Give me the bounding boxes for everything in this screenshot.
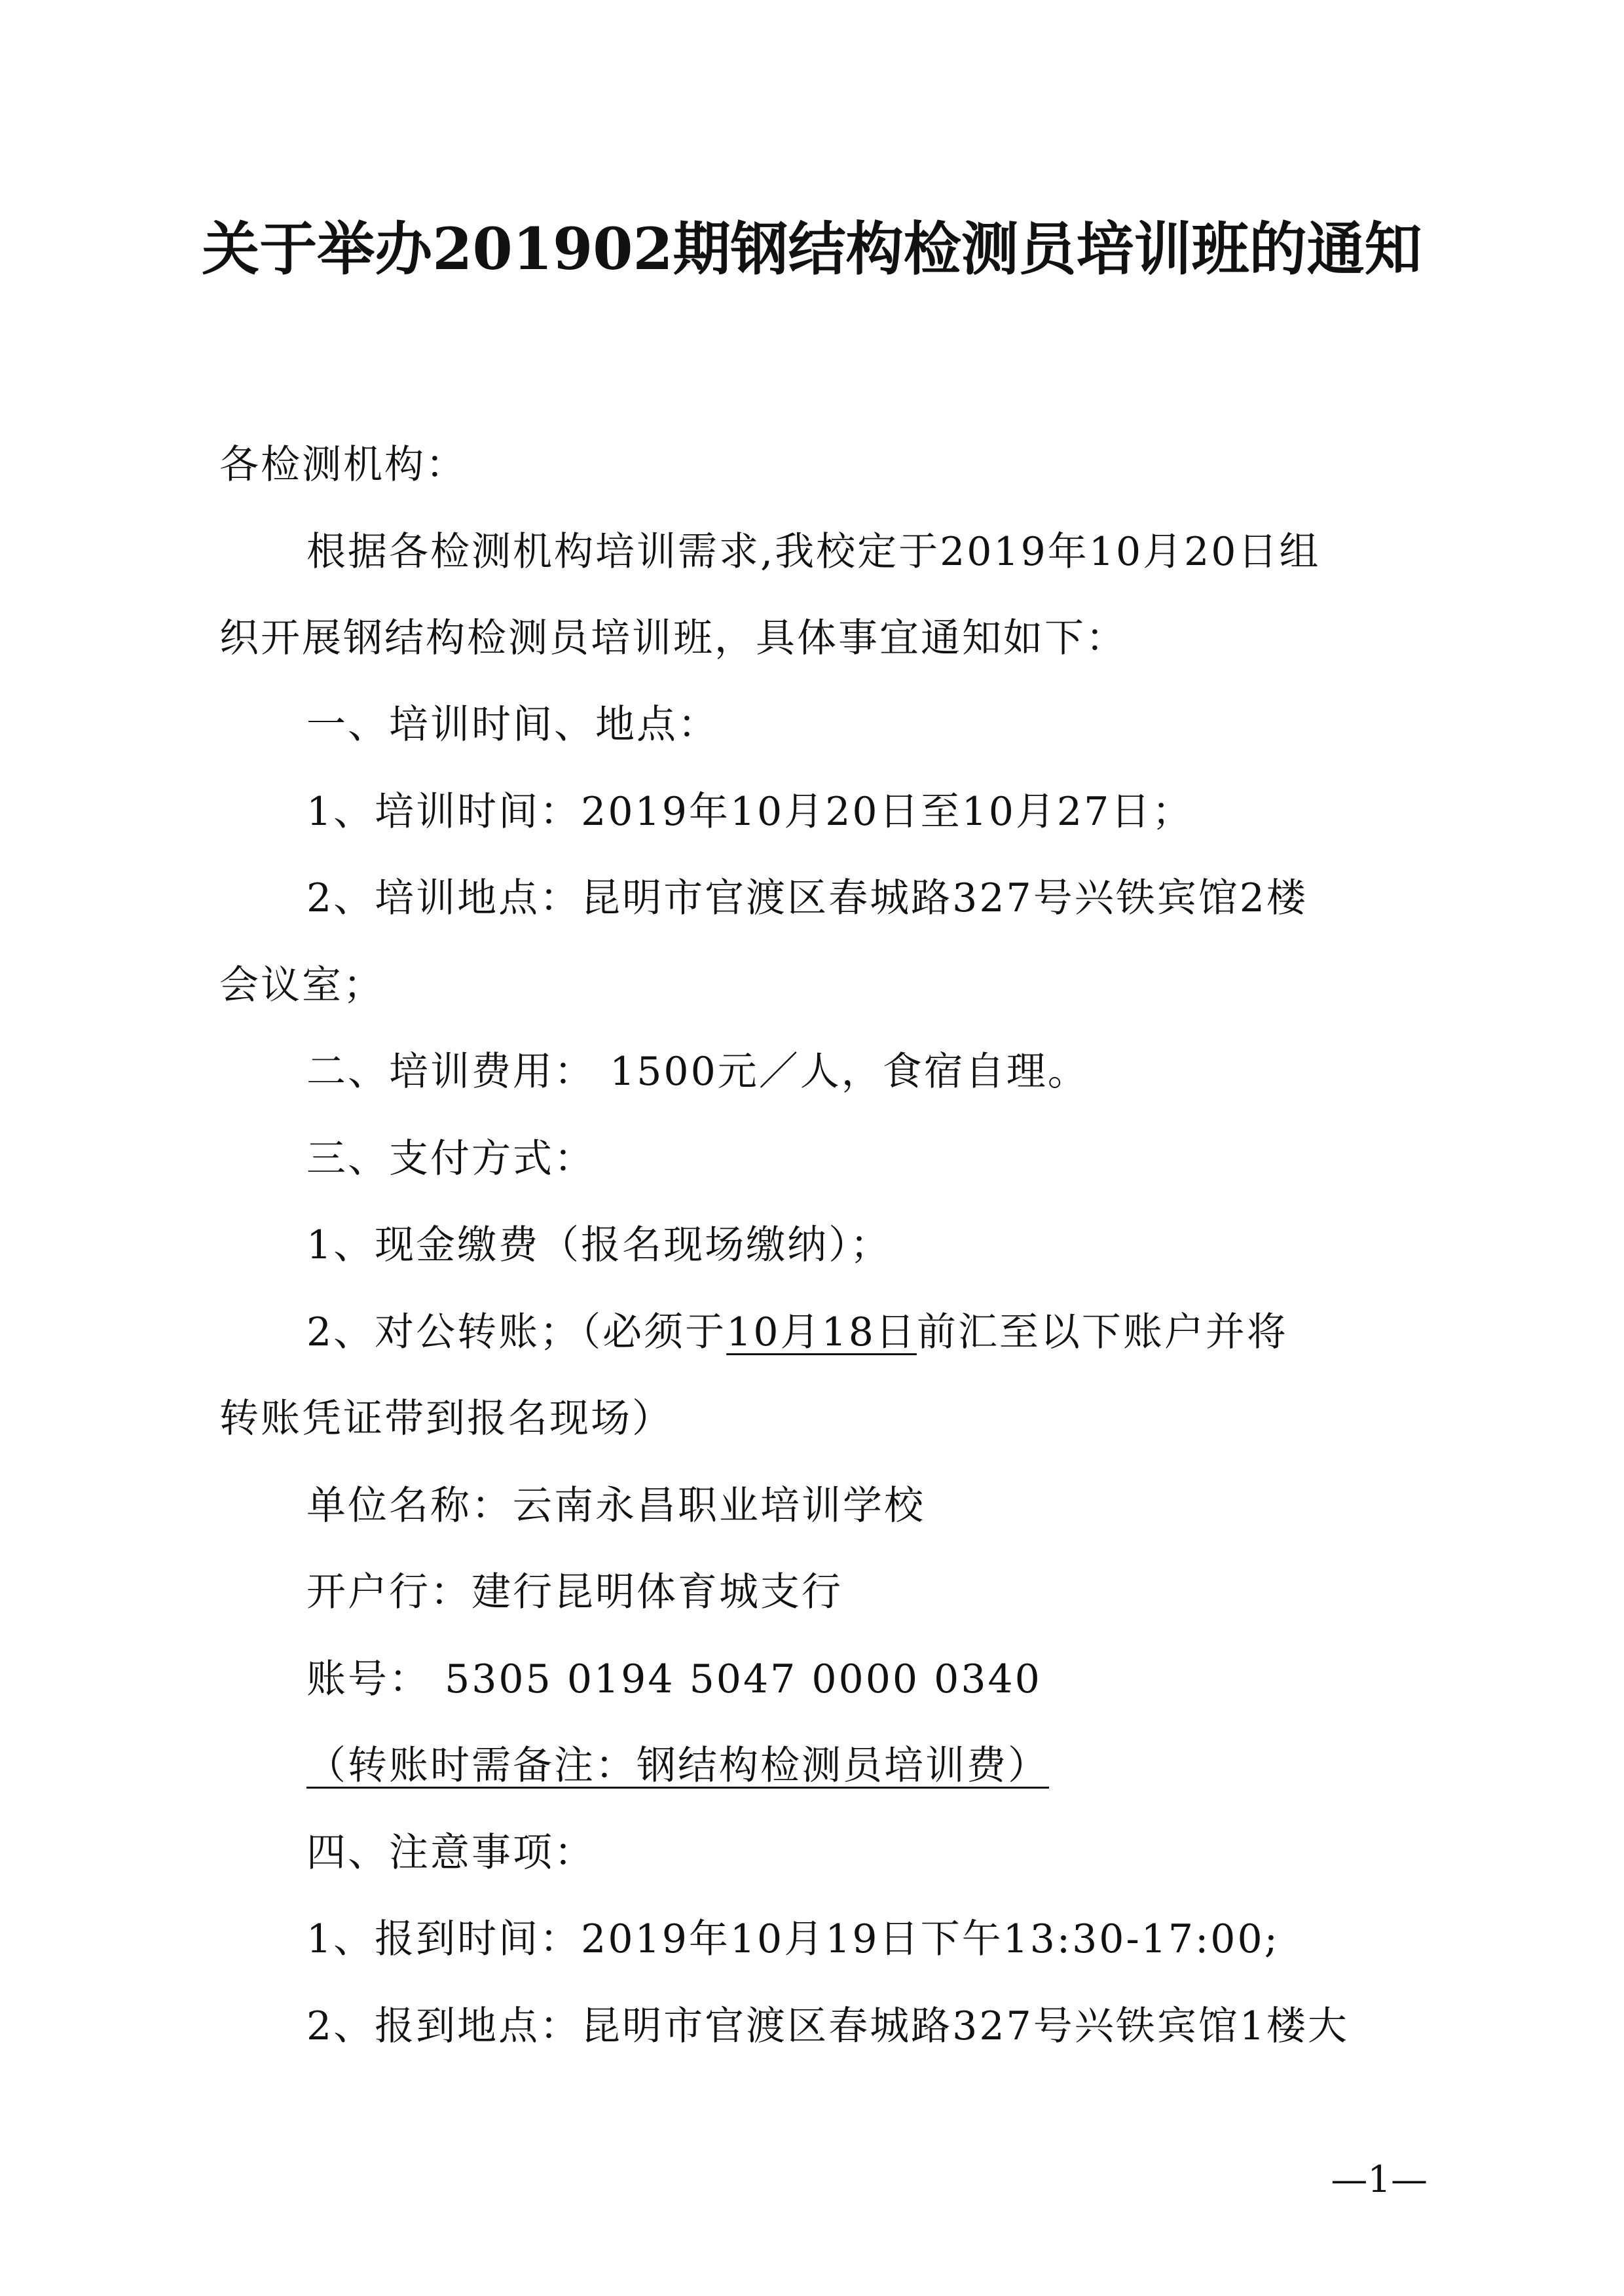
bank-transfer-suffix: 前汇至以下账户并将 [916,1309,1288,1355]
training-time-item: 1、培训时间：2019年10月20日至10月27日； [306,789,1194,835]
check-in-location-line-1: 2、报到地点：昆明市官渡区春城路327号兴铁宾馆1楼大 [306,2003,1349,2049]
document-title: 关于举办201902期钢结构检测员培训班的通知 [202,215,1422,283]
section-1-heading: 一、培训时间、地点： [306,702,719,748]
section-4-heading: 四、注意事项： [306,1830,595,1876]
page-number: —1— [1331,2159,1428,2201]
intro-paragraph-line-2: 织开展钢结构检测员培训班，具体事宜通知如下： [219,615,1127,661]
transfer-deadline: 10月18日 [726,1309,917,1355]
bank-transfer-prefix: 2、对公转账；（必须于 [306,1309,727,1355]
bank-transfer-line-2: 转账凭证带到报名现场） [219,1396,673,1442]
training-location-line-2: 会议室； [219,962,384,1008]
cash-payment-item: 1、现金缴费（报名现场缴纳）； [306,1222,892,1268]
bank-transfer-line-1 [306,1306,1288,1358]
section-3-heading: 三、支付方式： [306,1136,595,1182]
transfer-note: （转账时需备注：钢结构检测员培训费） [306,1743,1049,1789]
intro-paragraph-line-1: 根据各检测机构培训需求,我校定于2019年10月20日组 [306,529,1321,575]
check-in-time-item: 1、报到时间：2019年10月19日下午13:30-17:00; [306,1916,1280,1962]
salutation: 各检测机构： [219,442,467,488]
account-bank: 开户行：建行昆明体育城支行 [306,1569,843,1615]
section-2-fee: 二、培训费用： 1500元／人，食宿自理。 [306,1049,1089,1095]
account-number: 账号： 5305 0194 5047 0000 0340 [306,1656,1042,1702]
account-name: 单位名称：云南永昌职业培训学校 [306,1483,925,1529]
training-location-line-1: 2、培训地点：昆明市官渡区春城路327号兴铁宾馆2楼 [306,875,1308,921]
